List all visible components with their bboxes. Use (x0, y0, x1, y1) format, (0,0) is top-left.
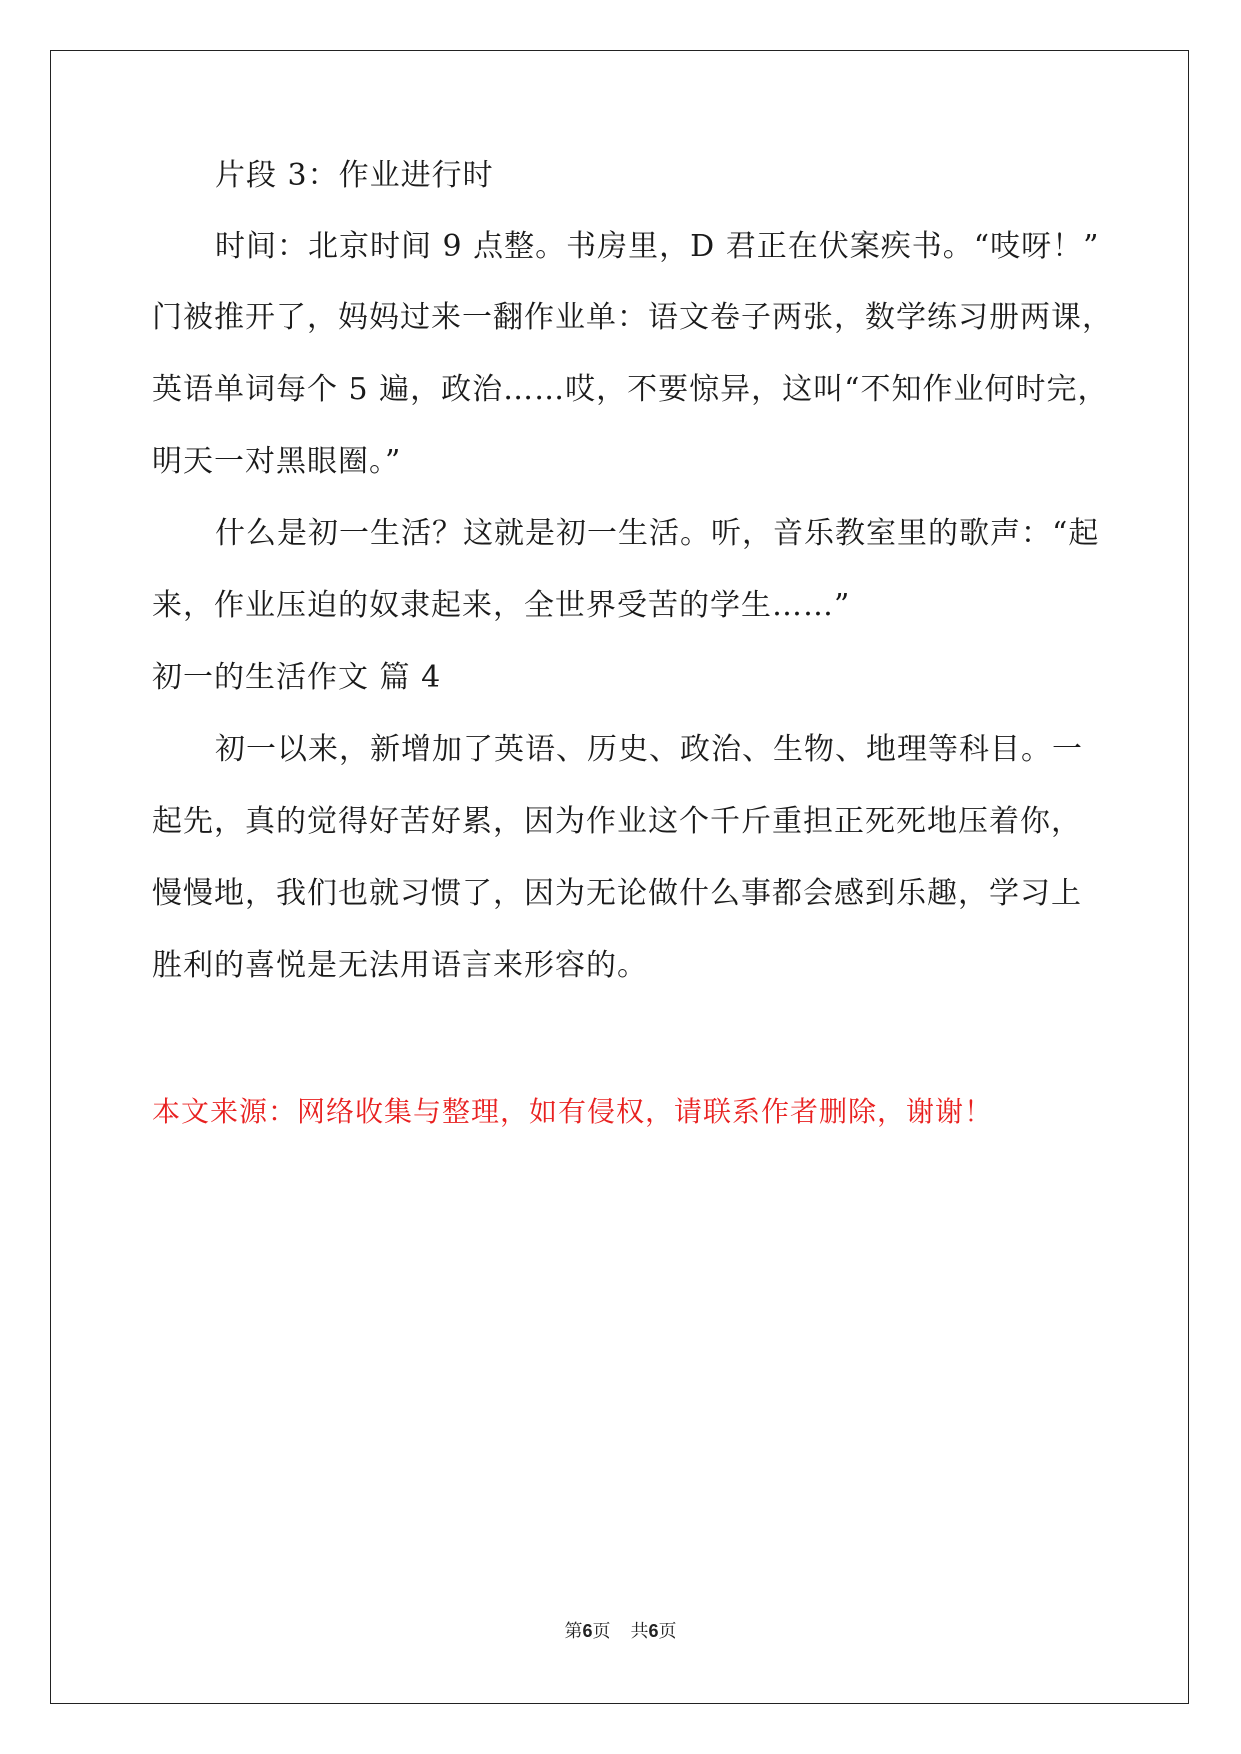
section-heading: 片段 3：作业进行时 (215, 158, 494, 193)
paragraph-line: 英语单词每个 5 遍，政治……哎，不要惊异，这叫“不知作业何时完， (152, 372, 1109, 407)
page-footer (0, 1617, 1241, 1643)
footer-prefix: 第 (564, 1621, 583, 1642)
paragraph-line: 胜利的喜悦是无法用语言来形容的。 (152, 948, 648, 983)
paragraph-line: 门被推开了，妈妈过来一翻作业单：语文卷子两张，数学练习册两课， (152, 300, 1113, 335)
footer-total-prefix: 共 (630, 1621, 649, 1642)
footer-page-suffix: 页 (592, 1621, 611, 1642)
footer-total-suffix: 页 (658, 1621, 677, 1642)
source-note: 本文来源：网络收集与整理，如有侵权，请联系作者删除，谢谢！ (152, 1095, 994, 1128)
paragraph-line: 明天一对黑眼圈。” (152, 444, 402, 479)
footer-page-number: 6 (582, 1621, 593, 1641)
paragraph-line: 慢慢地，我们也就习惯了，因为无论做什么事都会感到乐趣，学习上 (152, 876, 1082, 911)
paragraph-line: 时间：北京时间 9 点整。书房里，D 君正在伏案疾书。“吱呀！” (215, 229, 1100, 264)
paragraph-line: 什么是初一生活？这就是初一生活。听，音乐教室里的歌声：“起 (215, 516, 1100, 551)
paragraph-line: 来，作业压迫的奴隶起来，全世界受苦的学生……” (152, 588, 851, 623)
article-title: 初一的生活作文 篇 4 (152, 660, 442, 695)
footer-total-pages: 6 (648, 1621, 659, 1641)
paragraph-line: 起先，真的觉得好苦好累，因为作业这个千斤重担正死死地压着你， (152, 804, 1082, 839)
paragraph-line: 初一以来，新增加了英语、历史、政治、生物、地理等科目。一 (215, 732, 1083, 767)
